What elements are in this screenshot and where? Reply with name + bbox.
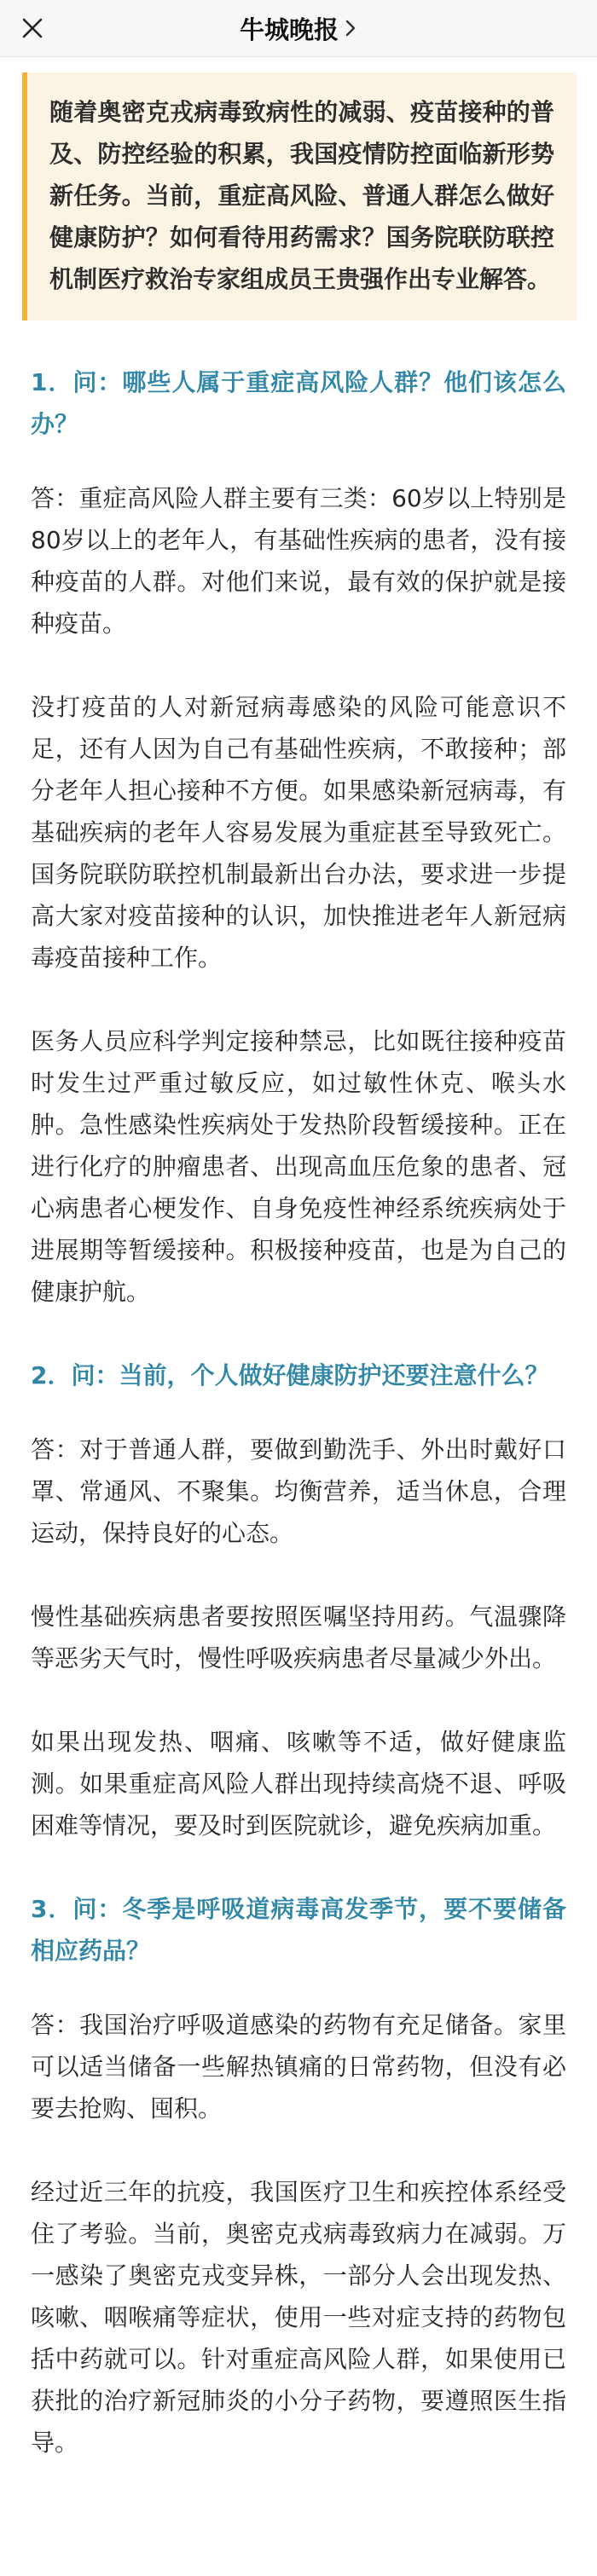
answer-paragraph: 如果出现发热、咽痛、咳嗽等不适，做好健康监测。如果重症高风险人群出现持续高烧不退、呼吸困难等情况，要及时到医院就诊，避免疾病加重。 <box>31 1728 566 1840</box>
chevron-right-icon <box>344 18 357 38</box>
answer-paragraph: 答：我国治疗呼吸道感染的药物有充足储备。家里可以适当储备一些解热镇痛的日常药物，但没有必要去抢购、囤积。 <box>31 2011 566 2123</box>
answer-paragraph: 医务人员应科学判定接种禁忌，比如既往接种疫苗时发生过严重过敏反应，如过敏性休克、喉头水肿。急性感染性疾病处于发热阶段暂缓接种。正在进行化疗的肿瘤患者、出现高血压危象的患者、冠心病患者心梗发作、自身免疫性神经系统疾病处于进展期等暂缓接种。积极接种疫苗，也是为自己的健康护航。 <box>31 1027 566 1306</box>
article-body <box>0 57 597 2463</box>
question-heading: 2．问：当前，个人做好健康防护还要注意什么？ <box>31 1361 549 1389</box>
question-heading: 1．问：哪些人属于重症高风险人群？他们该怎么办？ <box>31 368 566 438</box>
answer-paragraph: 经过近三年的抗疫，我国医疗卫生和疾控体系经受住了考验。当前，奥密克戎病毒致病力在减弱。万一感染了奥密克戎变异株，一部分人会出现发热、咳嗽、咽喉痛等症状，使用一些对症支持的药物包括中药就可以。针对重症高风险人群，如果使用已获批的治疗新冠肺炎的小分子药物，要遵照医生指导。 <box>31 2178 566 2457</box>
answer-paragraph: 没打疫苗的人对新冠病毒感染的风险可能意识不足，还有人因为自己有基础性疾病，不敢接种；部分老年人担心接种不方便。如果感染新冠病毒，有基础疾病的老年人容易发展为重症甚至导致死亡。国务院联防联控机制最新出台办法，要求进一步提高大家对疫苗接种的认识，加快推进老年人新冠病毒疫苗接种工作。 <box>31 693 566 972</box>
answer-paragraph: 慢性基础疾病患者要按照医嘱坚持用药。气温骤降等恶劣天气时，慢性呼吸疾病患者尽量减少外出。 <box>31 1603 566 1672</box>
article-summary: 随着奥密克戎病毒致病性的减弱、疫苗接种的普及、防控经验的积累，我国疫情防控面临新形势新任务。当前，重症高风险、普通人群怎么做好健康防护？如何看待用药需求？国务院联防联控机制医疗救治专家组成员王贵强作出专业解答。 <box>22 72 577 321</box>
close-icon <box>20 15 45 41</box>
close-button[interactable] <box>12 8 53 49</box>
account-title: 牛城晚报 <box>239 14 339 44</box>
answer-paragraph: 答：对于普通人群，要做到勤洗手、外出时戴好口罩、常通风、不聚集。均衡营养，适当休息，合理运动，保持良好的心态。 <box>31 1435 566 1547</box>
top-bar <box>0 0 597 57</box>
answer-paragraph: 答：重症高风险人群主要有三类：60岁以上特别是80岁以上的老年人，有基础性疾病的患者，没有接种疫苗的人群。对他们来说，最有效的保护就是接种疫苗。 <box>31 484 566 638</box>
question-heading: 3．问：冬季是呼吸道病毒高发季节，要不要储备相应药品？ <box>31 1895 566 1965</box>
account-title-link[interactable] <box>240 11 357 46</box>
